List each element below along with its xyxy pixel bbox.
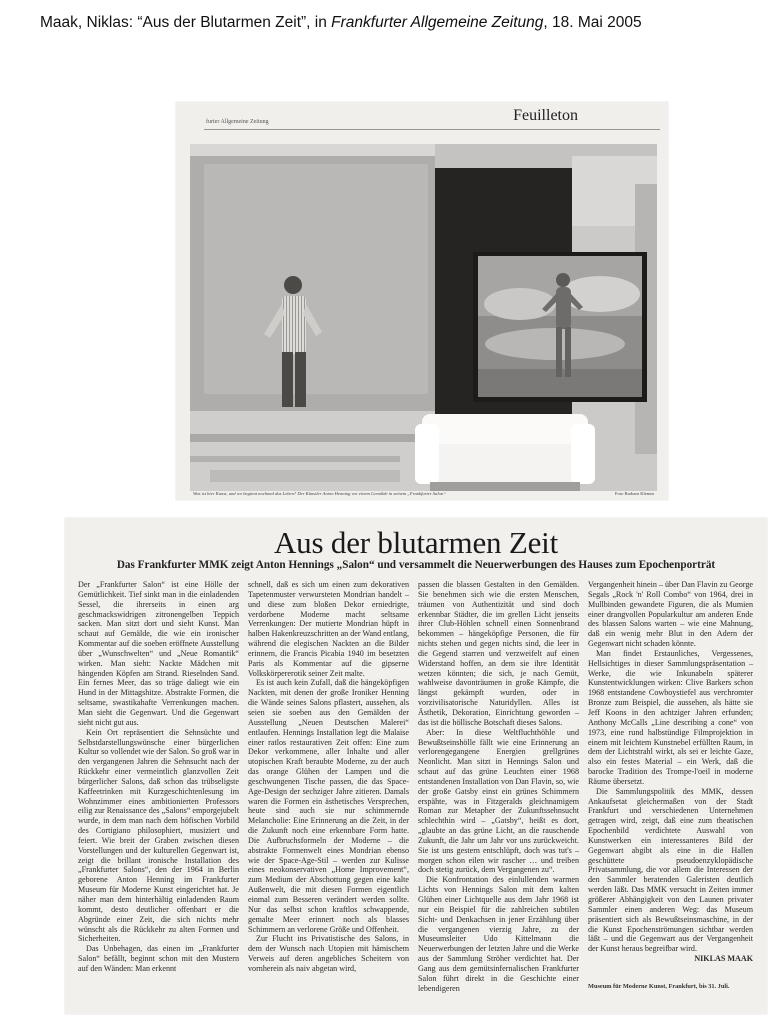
citation-suffix: , 18. Mai 2005 [543, 14, 642, 31]
byline [588, 954, 753, 964]
paragraph: Aber: In diese Weltfluchthöhle und Bewußtseinshölle fällt wie eine Erinnerung an verlorengegangene Energien grellgrünes Neonlicht. Man sitzt in Hennings Salon und schaut auf das grüne Leuchten einer 1968 entstandenen Installation von Dan Flavin, so, wie der große Gatsby einst ein grünes Schimmern erspähte, was in Fitzgeralds gleichnamigem Roman zur Metapher der Zukunftssehnsucht schlechthin wird – „Gatsby“, heißt es dort, „glaubte an das grüne Licht, an die rauschende Zukunft, die Jahr um Jahr vor uns zurückweicht. Sie ist uns gestern entschlüpft, doch was tut's – morgen schon eilen wir rascher … und treiben doch stetig zurück, dem Vergangenen zu“. [418, 727, 579, 875]
paragraph: Man findet Erstaunliches, Vergessenes, Hellsichtiges in dieser Sammlungspräsentation – Werke, die wie Inkunabeln späterer Kunstentwicklungen wirken: Clive Barkers schon 1968 entstandene Cowboystiefel aus verchromter Bronze zum Beispiel, die aussehen, als hätte sie Jeff Koons in den achtziger Jahren erfunden; Anthony McCalls „Line describing a cone“ von 1973, eine rund halbstündige Filmprojektion in einem mit leichtem Kunstnebel erfüllten Raum, in dem der Lichtstrahl wirkt, als sei er leichte Gaze, also ein festes Material – ein Werk, daß die barocke Tradition des Trompe-l'oeil in moderne Räume übersetzt. [588, 648, 753, 786]
paragraph: Die Sammlungspolitik des MMK, dessen Ankaufsetat gleichermaßen von der Stadt Frankfurt und verschiedenen Unternehmen getragen wird, zeigt, daß eine zum theatischen Epochenbild verdichtete Auswahl von Kunstwerken ein interessanteres Bild der Gegenwart abgibt als eine in die Hallen geschüttete pseudoenzyklopädische Privatsammlung, die vor allem die Interessen der den Sammler beratenden Galeristen deutlich werden läßt. Das MMK versucht in Zeiten immer größerer Abhängigkeit von den Launen privater Sammler einen anderen Weg: das Museum präsentiert sich als Bewußtseinsmaschine, in der die Kunst Epochenströmungen sichtbar werden läßt – und die Gegenwart aus der Vergangenheit der Kunst heraus begreifbar wird. [588, 786, 753, 954]
paragraph: Kein Ort repräsentiert die Sehnsüchte und Selbstdarstellungswünsche einer bürgerlichen Kultur so vollendet wie der Salon. So groß war in den vergangenen Jahren die Sehnsucht nach der Rückkehr einer vermeintlich glanzvollen Zeit bürgerlicher Salons, daß schon das trübseligste Kaffeetrinken mit Kurzgeschichtenlesung im Wohnzimmer eines ambitionierten Professors eilig zur Renaissance des „Salons“ emporgejubelt wurde, in dem man nach dem höfischen Vorbild des Cortigiano philosophiert, musiziert und feiert. Wie breit der Graben zwischen diesen Vorstellungen und der kulturellen Gegenwart ist, zeigt die brillant ironische Installation des „Frankfurter Salons“, den der 1964 in Berlin geborene Anton Henning im Frankfurter Museum für Moderne Kunst eingerichtet hat. Je näher man dem hinterhältig einladenden Raum kommt, desto deutlicher offenbart er die Abgründe einer Zeit, die sich nichts mehr wünscht als die Rückkehr zu alten Formen und Sicherheiten. [78, 727, 240, 944]
newspaper-photo-clipping [176, 102, 668, 500]
paragraph: Es ist auch kein Zufall, daß die hängeköpfigen Nackten, mit denen der große Ironiker Henning die Wände seines Salons pflastert, aussehen, als seien sie soeben aus den Gemälden der Ausstellung „Neuen Deutschen Malerei“ entlaufen. Hennings Installation legt die Malaise einer ratlos restaurativen Zeit offen: Eine zum Dekor verkommene, aller Inhalte und aller utopischen Kraft beraubte Moderne, zu der auch das orange Glühen der Lampen und die geschwungenen Tische passen, die das Space-Age-Design der sechziger Jahre zitieren. Damals waren die Formen ein ästhetisches Versprechen, heute sind auch sie nur schimmernde Melancholie: Eine Erinnerung an die Zeit, in der die Zukunft noch eine erkennbare Form hatte. Die Aufbruchsformeln der Moderne – die abstrakte Formenwelt eines Mondrian ebenso wie der Space-Age-Stil – werden zur Kulisse eines neokonservativen „Home Improvement“, zum Medium der Abschottung gegen eine kalte Außenwelt, die mit diesen Formen eigentlich einmal zum Besseren verändert werden sollte. Nur das selbst schon kraftlos schwappende, gemalte Meer erinnert noch als blasses Schimmern an verlorene Größe und Offenheit. [248, 678, 409, 934]
article-column-1 [78, 580, 239, 974]
photo-credit: Foto Barbara Klemm [614, 491, 654, 496]
article-column-4 [588, 580, 753, 964]
article-column-3 [418, 580, 579, 993]
photo-caption: Was ist hier Kunst, und wo beginnt nochmal das Leben? Der Künstler Anton Henning vor einem Gemälde in seinem „Frankfurter Salon“ [193, 491, 446, 496]
section-title: Feuilleton [513, 107, 578, 124]
section-divider [204, 129, 660, 130]
article-photo [190, 144, 657, 491]
author-name: NIKLAS MAAK [694, 954, 753, 964]
newspaper-article [65, 518, 767, 1014]
paragraph: Das Unbehagen, das einen im „Frankfurter Salon“ befällt, beginnt schon mit den Mustern auf den Wänden: Man erkennt [78, 944, 239, 973]
paragraph: Der „Frankfurter Salon“ ist eine Hölle der Gemütlichkeit. Tief sinkt man in die einladenden Sessel, die ihrerseits in einen arg geschmackswidrigen zitronengelben Teppich sacken. Man sitzt dort und sieht Kunst. Man schaut auf Gemälde, die wie ein ironischer Kommentar auf die soeben eröffnete Ausstellung über „Wunschwelten“ und „Neue Romantik“ wirken. Man sieht: Nackte Mädchen mit hängenden Köpfen am Strand. Rieselnden Sand. Ein fernes Meer, das so träge daliegt wie ein Hund in der Mittagshitze. Abstrakte Formen, die seltsame, swastikahafte Verrenkungen machen. Man sieht die Gegenwart. Und die Gegenwart sieht nicht gut aus. [78, 580, 239, 727]
paragraph: schnell, daß es sich um einen zum dekorativen Tapetenmuster verwursteten Mondrian handelt – und diese zum bloßen Dekor erniedrigte, verdorbene Moderne macht seltsame Verrenkungen: Der mutierte Mondrian hüpft in halben Hakenkreuzschritten an der Wand entlang, während die elegischen Nackten an die Bilder erinnern, die Francis Picabia 1940 im besetzten Paris als Kommentar auf die gipserne Volkskörpererotik seiner Zeit malte. [248, 580, 410, 678]
paragraph: passen die blassen Gestalten in den Gemälden. Sie benehmen sich wie die ersten Menschen, träumen von Authentizität und sind doch erkennbar Städter, die im grellen Licht jenseits ihrer Club-Höhlen schnell einen Sonnenbrand bekommen – hängeköpfige Personen, die für nichts stehen und gegen nichts sind, die leer in die Gegend starren und verzweifelt auf einen Widerstand hoffen, an dem sie ihre Identität wetzen könnten; die sich, je nach Gemüt, wahlweise davonträumen in große Kämpfe, die längst gekämpft wurden, oder in vorzivilisatorische Naturidyllen. Alles ist Ästhetik, Dekoration, Einrichtung geworden – das ist die höllische Botschaft dieses Salons. [418, 580, 579, 727]
citation-line [40, 14, 642, 32]
exhibition-note: Museum für Moderne Kunst, Frankfurt, bis 31. Juli. [588, 983, 730, 990]
citation-newspaper: Frankfurter Allgemeine Zeitung [331, 14, 544, 31]
article-column-2 [248, 580, 409, 974]
article-headline: Aus der blutarmen Zeit [274, 525, 558, 560]
photo-illustration [190, 144, 657, 491]
paragraph: Die Konfrontation des einlullenden warmen Lichts von Hennings Salon mit dem kalten Glühen einer Lichtquelle aus dem Jahr 1968 ist nur ein Beispiel für die zahlreichen subtilen Sicht- und Denkachsen in jener Erzählung über die vergangenen vierzig Jahre, zu der Museumsleiter Udo Kittelmann die Neuerwerbungen der letzten Jahre und die Werke aus der Sammlung Ströher verdichtet hat. Der Gang aus dem gemütsinfernalischen Frankfurter Salon führt direkt in die Geschichte einer lebendigeren [418, 875, 579, 993]
citation-prefix: Maak, Niklas: “Aus der Blutarmen Zeit”, in [40, 14, 332, 31]
paragraph: Vergangenheit hinein – über Dan Flavin zu George Segals „Rock 'n' Roll Combo“ von 1964, drei in Mullbinden gewandete Figuren, die als Mumien einer drangvollen Popularkultur am anderen Ende des blassen Salons warten – wie eine Mahnung, daß ein wenig mehr Blut in den Adern der Gegenwart nicht schaden könnte. [588, 580, 753, 649]
paragraph: Zur Flucht ins Privatistische des Salons, in dem der Wunsch nach Utopien mit hämischem Verweis auf deren angebliches Scheitern von vornherein als naiv abgetan wird, [248, 934, 409, 973]
newspaper-name: furter Allgemeine Zeitung [206, 119, 269, 125]
article-subheadline: Das Frankfurter MMK zeigt Anton Hennings „Salon“ und versammelt die Neuerwerbungen des Hauses zum Epochenporträt [116, 559, 716, 571]
